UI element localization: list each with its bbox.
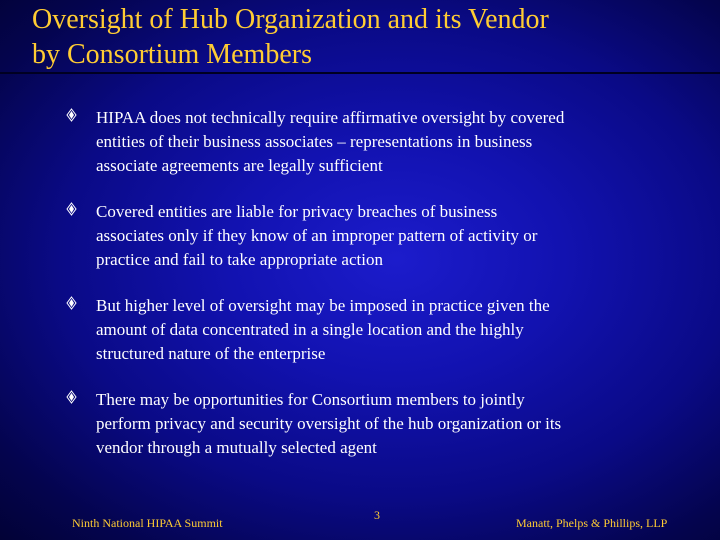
bullet-line: structured nature of the enterprise <box>96 344 326 363</box>
bullet-line: vendor through a mutually selected agent <box>96 438 377 457</box>
diamond-bullet-icon <box>66 390 77 404</box>
slide-page-number: 3 <box>374 508 380 522</box>
bullet-line: But higher level of oversight may be imposed in practice given the <box>96 296 550 315</box>
diamond-bullet-icon <box>66 202 77 216</box>
title-divider <box>0 72 720 74</box>
slide-title-line-1: Oversight of Hub Organization and its Vendor <box>32 4 549 35</box>
slide-title <box>32 2 702 72</box>
bullet-line: Covered entities are liable for privacy breaches of business <box>96 202 498 221</box>
bullet-line: perform privacy and security oversight of the hub organization or its <box>96 414 562 433</box>
bullet-text <box>96 294 656 366</box>
diamond-bullet-icon <box>66 296 77 310</box>
bullet-line: associate agreements are legally sufficient <box>96 156 383 175</box>
bullet-line: amount of data concentrated in a single location and the highly <box>96 320 524 339</box>
bullet-text <box>96 388 656 460</box>
bullet-line: practice and fail to take appropriate action <box>96 250 383 269</box>
diamond-bullet-icon <box>66 108 77 122</box>
slide-title-line-2: by Consortium Members <box>32 39 312 70</box>
bullet-line: There may be opportunities for Consortium members to jointly <box>96 390 525 409</box>
bullet-line: associates only if they know of an improper pattern of activity or <box>96 226 538 245</box>
footer-event-name: Ninth National HIPAA Summit <box>72 516 223 530</box>
footer-firm-name: Manatt, Phelps & Phillips, LLP <box>516 516 668 530</box>
bullet-text <box>96 200 656 272</box>
bullet-text <box>96 106 656 178</box>
bullet-line: entities of their business associates – representations in business <box>96 132 533 151</box>
bullet-line: HIPAA does not technically require affirmative oversight by covered <box>96 108 565 127</box>
